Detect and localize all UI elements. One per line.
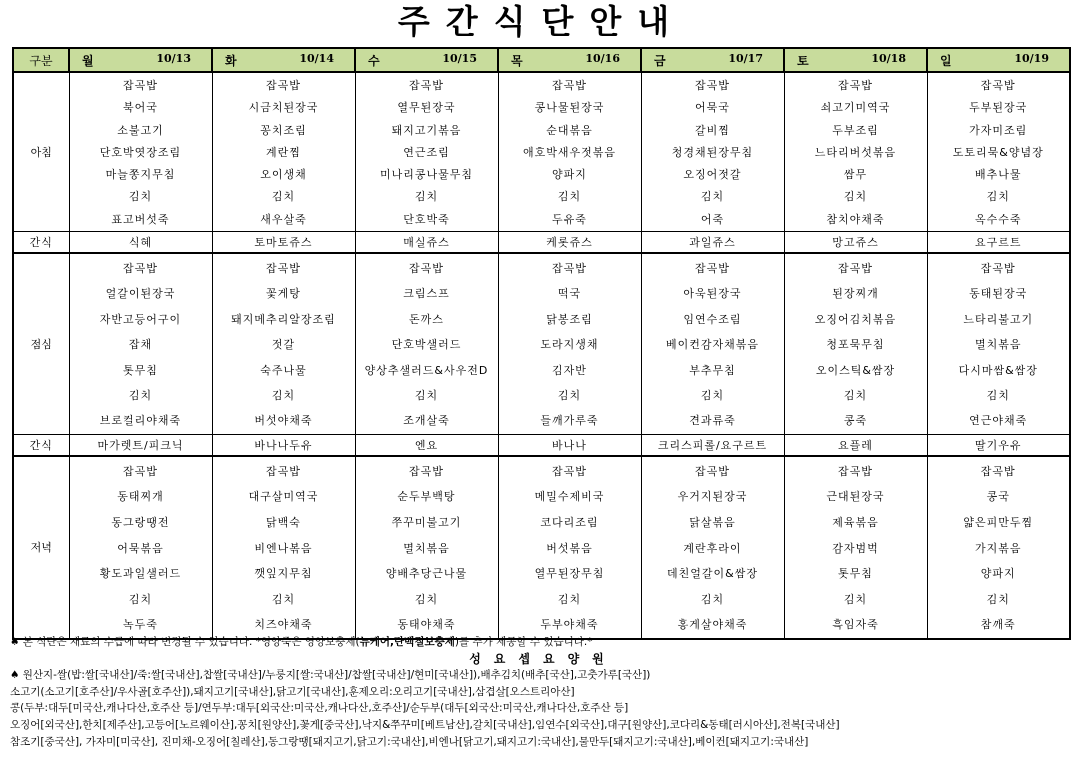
breakfast-label: 아침 xyxy=(13,72,69,232)
menu-item: 김치 xyxy=(557,190,582,204)
menu-item: 새우살죽 xyxy=(260,212,307,226)
menu-item: 배추나물 xyxy=(974,168,1022,182)
menu-item: 얇은피만두찜 xyxy=(963,516,1034,529)
day-name: 금 xyxy=(654,53,666,68)
menu-item: 두부야채죽 xyxy=(540,618,599,632)
menu-item: 비엔나볶음 xyxy=(254,541,313,555)
menu-item: 다시마쌈&쌈장 xyxy=(958,363,1038,377)
menu-item: 오이스틱&쌈장 xyxy=(815,363,896,377)
menu-item: 양상추샐러드&사우전D xyxy=(364,363,489,377)
menu-item: 잡곡밥 xyxy=(695,79,730,92)
menu-item: 도토리묵&양념장 xyxy=(952,145,1044,159)
menu-item: 순두부백탕 xyxy=(397,490,456,504)
menu-item: 김자반 xyxy=(552,363,587,377)
menu-cell xyxy=(212,456,355,639)
menu-item: 김치 xyxy=(986,592,1010,606)
menu-item: 순대볶음 xyxy=(546,123,593,137)
menu-cell xyxy=(927,253,1070,434)
menu-item: 시금치된장국 xyxy=(248,101,319,115)
menu-item: 된장찌개 xyxy=(832,287,879,301)
supplement-names: 뉴케어,단백질보충제 xyxy=(359,636,455,648)
menu-cell xyxy=(212,253,355,434)
menu-item: 북어국 xyxy=(123,101,158,115)
menu-item: 김치 xyxy=(843,389,868,403)
menu-cell xyxy=(212,72,355,232)
menu-item: 오징어김치볶음 xyxy=(814,312,897,326)
menu-item: 들깨가루죽 xyxy=(540,414,599,428)
menu-cell xyxy=(355,456,498,639)
menu-item: 청포묵무침 xyxy=(826,338,885,352)
menu-item: 단호박샐러드 xyxy=(391,338,462,352)
menu-item-list xyxy=(928,457,1070,638)
menu-item: 잡채 xyxy=(128,338,153,352)
menu-item: 브로컬리야채죽 xyxy=(99,414,182,428)
menu-item: 김치 xyxy=(271,389,296,403)
snack-row-afternoon xyxy=(13,434,1070,456)
menu-item: 김치 xyxy=(414,389,439,403)
day-date: 10/16 xyxy=(585,51,620,65)
menu-item-list xyxy=(499,457,641,638)
header-label: 구분 xyxy=(13,48,69,72)
menu-item: 참깨죽 xyxy=(980,618,1016,632)
menu-item-list xyxy=(499,254,641,434)
menu-item-list xyxy=(785,457,927,638)
day-name: 토 xyxy=(797,53,809,68)
menu-item: 김치 xyxy=(414,190,439,204)
menu-item: 양배추당근나물 xyxy=(385,567,468,581)
menu-change-notice xyxy=(10,634,1076,651)
menu-item: 잡곡밥 xyxy=(838,262,873,276)
menu-item: 소불고기 xyxy=(117,123,164,137)
snack-item: 엔요 xyxy=(355,434,498,456)
day-name: 수 xyxy=(368,53,380,68)
menu-item: 동태찌개 xyxy=(117,490,164,504)
menu-item: 근대된장국 xyxy=(826,490,885,504)
menu-item: 톳무침 xyxy=(838,567,873,581)
menu-item: 잡곡밥 xyxy=(980,262,1016,276)
header-row xyxy=(13,48,1070,72)
menu-item: 크림스프 xyxy=(403,287,450,301)
snack-row-morning xyxy=(13,232,1070,254)
menu-item: 돼지메추리알장조림 xyxy=(231,312,336,326)
menu-item: 잡곡밥 xyxy=(552,79,587,92)
menu-item: 두부조림 xyxy=(832,123,879,137)
snack-item: 크리스피롤/요구르트 xyxy=(641,434,784,456)
menu-item: 콩나물된장국 xyxy=(534,101,605,115)
menu-item: 김치 xyxy=(700,190,725,204)
menu-item: 잡곡밥 xyxy=(980,79,1016,92)
menu-item: 잡곡밥 xyxy=(409,79,444,92)
menu-item: 김치 xyxy=(128,389,153,403)
facility-name: 성요셉요양원 xyxy=(469,651,617,666)
menu-item: 김치 xyxy=(843,592,868,606)
origin-line: 오징어[외국산],한치[제주산],고등어[노르웨이산],꽁치[원양산],꽃게[중국산],낙지&쭈꾸미[베트남산],갈치[국내산],임연수[외국산],대구[원양산],코다리&동태[러시아산],전복[국내산] xyxy=(10,718,840,731)
menu-cell xyxy=(641,456,784,639)
menu-item-list xyxy=(356,254,498,434)
origin-line: 참조기[중국산], 가자미[미국산], 진미채-오징어[칠레산],동그랑땡[돼지고기,닭고기:국내산],비엔나[닭고기,돼지고기:국내산],물만두[돼지고기:국내산],베이컨[돼지고기:국내산] xyxy=(10,735,809,748)
menu-item: 옥수수죽 xyxy=(974,212,1022,226)
menu-item: 어묵국 xyxy=(695,101,730,115)
menu-item: 김치 xyxy=(700,592,725,606)
menu-cell xyxy=(69,253,212,434)
dinner-label: 저녁 xyxy=(13,456,69,639)
menu-item: 잡곡밥 xyxy=(552,464,587,478)
menu-cell xyxy=(641,253,784,434)
menu-cell xyxy=(641,72,784,232)
menu-item: 두부된장국 xyxy=(969,101,1028,115)
menu-item-list xyxy=(70,254,212,434)
menu-item: 도라지생채 xyxy=(540,338,599,352)
day-date: 10/17 xyxy=(728,51,763,65)
menu-item: 연근야채죽 xyxy=(969,414,1028,428)
menu-item: 느타리버섯볶음 xyxy=(814,145,897,159)
menu-item: 데친얼갈이&쌈장 xyxy=(667,567,758,581)
menu-item: 계란찜 xyxy=(266,145,301,159)
menu-item: 쌈무 xyxy=(843,168,868,182)
menu-item: 잡곡밥 xyxy=(695,262,730,276)
menu-item: 견과류죽 xyxy=(689,414,736,428)
menu-item: 갈비찜 xyxy=(695,123,730,137)
menu-item: 김치 xyxy=(271,190,296,204)
menu-item: 쇠고기미역국 xyxy=(820,101,891,115)
lunch-row xyxy=(13,253,1070,434)
menu-item: 얼갈이된장국 xyxy=(105,287,176,301)
day-header xyxy=(784,48,927,72)
breakfast-row xyxy=(13,72,1070,232)
menu-item: 김치 xyxy=(557,389,582,403)
menu-item-list xyxy=(70,73,212,231)
menu-item: 떡국 xyxy=(557,287,582,301)
menu-item: 어죽 xyxy=(700,212,725,226)
menu-item: 열무된장무침 xyxy=(534,567,605,581)
menu-item-list xyxy=(499,73,641,231)
menu-item: 동그랑땡전 xyxy=(111,516,170,529)
menu-item: 부추무침 xyxy=(689,363,736,377)
menu-item: 연근조림 xyxy=(403,145,450,159)
menu-item: 버섯야채죽 xyxy=(254,414,313,428)
menu-item: 젓갈 xyxy=(271,338,296,352)
menu-item: 양파지 xyxy=(552,168,587,182)
menu-item: 멸치볶음 xyxy=(974,338,1022,352)
menu-item: 쭈꾸미불고기 xyxy=(391,516,462,529)
menu-item: 잡곡밥 xyxy=(266,262,301,276)
day-header xyxy=(355,48,498,72)
snack-item: 토마토쥬스 xyxy=(212,232,355,254)
menu-item: 황도과일샐러드 xyxy=(99,567,182,581)
menu-item: 제육볶음 xyxy=(832,516,879,529)
menu-cell xyxy=(784,72,927,232)
menu-item: 메밀수제비국 xyxy=(534,490,605,504)
menu-item: 베이컨감자채볶음 xyxy=(665,338,759,352)
day-name: 일 xyxy=(940,53,952,68)
menu-item: 가지볶음 xyxy=(974,541,1022,555)
menu-item: 콩국 xyxy=(986,490,1010,504)
day-date: 10/13 xyxy=(156,51,191,65)
menu-item: 김치 xyxy=(271,592,296,606)
menu-item: 잡곡밥 xyxy=(123,262,158,276)
menu-item: 꽁치조림 xyxy=(260,123,307,137)
menu-item: 김치 xyxy=(128,592,153,606)
menu-cell xyxy=(355,253,498,434)
notice-text-end: )를 추가 제공할 수 있습니다.* xyxy=(454,636,593,648)
menu-item: 미나리콩나물무침 xyxy=(379,168,473,182)
snack-item: 바나나두유 xyxy=(212,434,355,456)
menu-item: 잡곡밥 xyxy=(409,262,444,276)
menu-item-list xyxy=(213,254,355,434)
menu-cell xyxy=(498,456,641,639)
snack-item: 과일쥬스 xyxy=(641,232,784,254)
menu-item: 단호박죽 xyxy=(403,212,450,226)
menu-item: 양파지 xyxy=(980,567,1016,581)
menu-item: 녹두죽 xyxy=(123,618,158,632)
snack-item: 매실쥬스 xyxy=(355,232,498,254)
menu-item: 잡곡밥 xyxy=(266,79,301,92)
menu-item: 닭백숙 xyxy=(266,516,301,529)
menu-item-list xyxy=(928,73,1070,231)
origin-line: 소고기(소고기[호주산]/우사골[호주산]),돼지고기[국내산],닭고기[국내산],훈제오리:오리고기[국내산],삼겹살[오스트리아산] xyxy=(10,685,575,698)
menu-item: 톳무침 xyxy=(123,363,158,377)
menu-item: 조개살죽 xyxy=(403,414,450,428)
menu-item: 오징어젓갈 xyxy=(683,168,742,182)
menu-item: 잡곡밥 xyxy=(409,464,444,478)
menu-item: 아욱된장국 xyxy=(683,287,742,301)
menu-item: 꽃게탕 xyxy=(266,287,301,301)
menu-item: 잡곡밥 xyxy=(552,262,587,276)
menu-item: 잡곡밥 xyxy=(123,79,158,92)
menu-item: 잡곡밥 xyxy=(838,79,873,92)
menu-item: 참치야채죽 xyxy=(826,212,885,226)
snack-item: 바나나 xyxy=(498,434,641,456)
menu-item-list xyxy=(70,457,212,638)
menu-item: 임연수조림 xyxy=(683,312,742,326)
menu-cell xyxy=(69,456,212,639)
snack-item: 요플레 xyxy=(784,434,927,456)
notes-section xyxy=(10,634,1076,750)
snack-item: 망고쥬스 xyxy=(784,232,927,254)
snack-label: 간식 xyxy=(13,434,69,456)
menu-item: 김치 xyxy=(986,190,1010,204)
snack-item: 마가렛트/피크닉 xyxy=(69,434,212,456)
snack-item: 식혜 xyxy=(69,232,212,254)
menu-item: 닭살볶음 xyxy=(689,516,736,529)
menu-item-list xyxy=(785,73,927,231)
menu-cell xyxy=(784,253,927,434)
menu-item: 잡곡밥 xyxy=(980,464,1016,478)
menu-item: 돼지고기볶음 xyxy=(391,123,462,137)
page-title: 주간식단안내 xyxy=(397,2,686,41)
menu-item: 잡곡밥 xyxy=(695,464,730,478)
menu-item-list xyxy=(213,457,355,638)
menu-item: 김치 xyxy=(986,389,1010,403)
origin-line: 콩(두부:대두[미국산,캐나다산,호주산 등]/연두부:대두[외국산:미국산,캐나다산,호주산]/순두부(대두[외국산:미국산,캐나다산,호주산 등] xyxy=(10,702,629,715)
menu-item: 김치 xyxy=(557,592,582,606)
snack-item: 딸기우유 xyxy=(927,434,1070,456)
menu-item: 김치 xyxy=(414,592,439,606)
day-header xyxy=(498,48,641,72)
dinner-row xyxy=(13,456,1070,639)
day-header xyxy=(927,48,1070,72)
day-name: 목 xyxy=(511,53,523,68)
lunch-label: 점심 xyxy=(13,253,69,434)
menu-item-list xyxy=(642,73,784,231)
menu-item: 김치 xyxy=(843,190,868,204)
menu-item: 대구살미역국 xyxy=(248,490,319,504)
menu-cell xyxy=(927,72,1070,232)
menu-item: 깻잎지무침 xyxy=(254,567,313,581)
day-header xyxy=(69,48,212,72)
menu-item: 청경채된장무침 xyxy=(671,145,754,159)
menu-item: 표고버섯죽 xyxy=(111,212,170,226)
menu-item: 코다리조림 xyxy=(540,516,599,529)
menu-item-list xyxy=(642,457,784,638)
weekly-menu-table xyxy=(12,47,1071,640)
menu-item: 계란후라이 xyxy=(683,541,742,555)
menu-item: 잡곡밥 xyxy=(123,464,158,478)
menu-cell xyxy=(355,72,498,232)
menu-item: 김치 xyxy=(700,389,725,403)
menu-item: 흑임자죽 xyxy=(832,618,879,632)
menu-item: 멸치볶음 xyxy=(403,541,450,555)
menu-item: 김치 xyxy=(128,190,153,204)
menu-item: 애호박새우젓볶음 xyxy=(522,145,616,159)
menu-item-list xyxy=(213,73,355,231)
menu-item: 잡곡밥 xyxy=(838,464,873,478)
origin-line: ♠ 원산지-쌀(밥:쌀[국내산]/죽:쌀[국내산],찹쌀[국내산]/누룽지[쌀:국내산]/찹쌀[국내산]/현미[국내산]),배추김치(배추[국산],고춧가루[국산]) xyxy=(10,669,651,682)
menu-item: 어묵볶음 xyxy=(117,541,164,555)
menu-cell xyxy=(498,72,641,232)
menu-item: 잡곡밥 xyxy=(266,464,301,478)
menu-item: 우거지된장국 xyxy=(677,490,748,504)
menu-item-list xyxy=(356,457,498,638)
menu-cell xyxy=(927,456,1070,639)
menu-item: 감자범벅 xyxy=(832,541,879,555)
day-name: 월 xyxy=(82,53,94,68)
snack-item: 요구르트 xyxy=(927,232,1070,254)
menu-cell xyxy=(69,72,212,232)
menu-item: 버섯볶음 xyxy=(546,541,593,555)
day-date: 10/18 xyxy=(871,51,906,65)
day-name: 화 xyxy=(225,53,237,68)
menu-item: 마늘쫑지무침 xyxy=(105,168,176,182)
menu-item-list xyxy=(642,254,784,434)
day-date: 10/15 xyxy=(442,51,477,65)
menu-item-list xyxy=(785,254,927,434)
menu-cell xyxy=(498,253,641,434)
menu-item: 홍게살야채죽 xyxy=(677,618,748,632)
menu-cell xyxy=(784,456,927,639)
menu-item: 동태야채죽 xyxy=(397,618,456,632)
menu-item: 돈까스 xyxy=(409,312,444,326)
menu-item: 가자미조림 xyxy=(969,123,1028,137)
day-date: 10/19 xyxy=(1014,51,1049,65)
menu-item: 닭봉조림 xyxy=(546,312,593,326)
day-header xyxy=(212,48,355,72)
menu-item: 동태된장국 xyxy=(969,287,1028,301)
snack-item: 케롯쥬스 xyxy=(498,232,641,254)
snack-label: 간식 xyxy=(13,232,69,254)
day-date: 10/14 xyxy=(299,51,334,65)
menu-item-list xyxy=(356,73,498,231)
menu-item-list xyxy=(928,254,1070,434)
menu-item: 자반고등어구이 xyxy=(99,312,182,326)
notice-text: ♠ 본 식단은 재료의 수급에 따라 변경될 수 있습니다. *영양죽은 영양보충제( xyxy=(10,636,360,648)
menu-item: 느타리불고기 xyxy=(963,312,1034,326)
menu-item: 콩죽 xyxy=(843,414,868,428)
menu-item: 치즈야채죽 xyxy=(254,618,313,632)
menu-item: 오이생채 xyxy=(260,168,307,182)
day-header xyxy=(641,48,784,72)
menu-item: 단호박엿장조림 xyxy=(99,145,182,159)
menu-item: 열무된장국 xyxy=(397,101,456,115)
menu-item: 숙주나물 xyxy=(260,363,307,377)
menu-item: 두유죽 xyxy=(552,212,587,226)
